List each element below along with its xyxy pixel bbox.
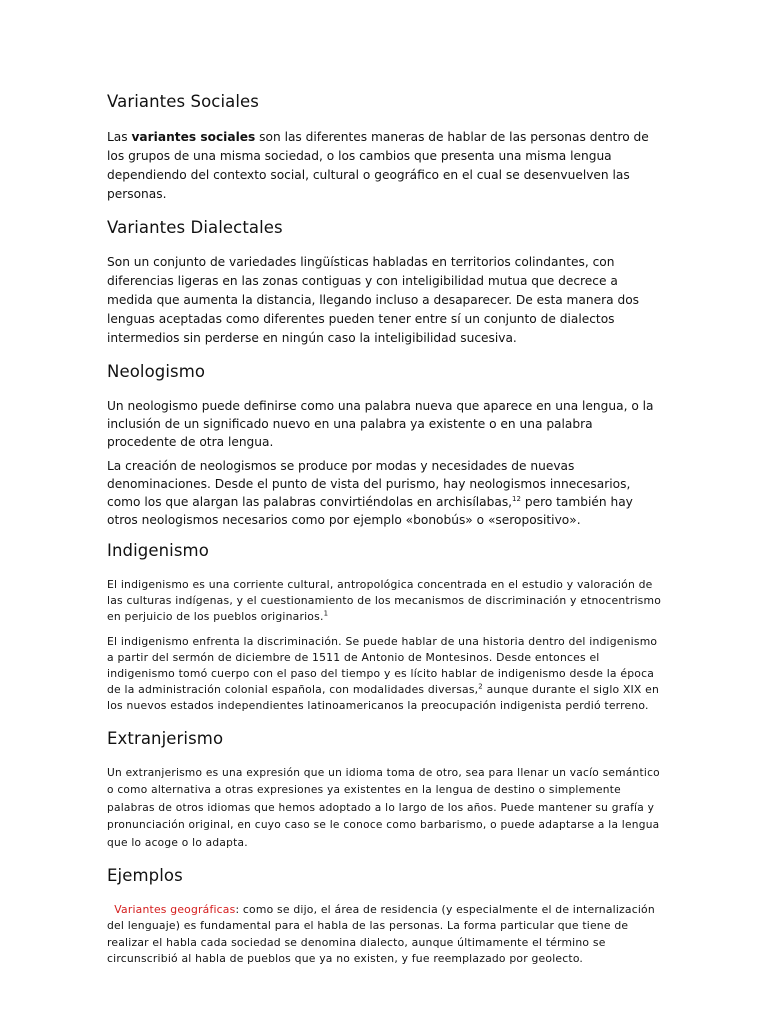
footnote-ref: 2 — [478, 682, 483, 691]
document-page — [107, 92, 662, 967]
paragraph-indigenismo-2 — [107, 634, 662, 715]
heading-ejemplos: Ejemplos — [107, 866, 183, 886]
footnote-ref: 12 — [512, 494, 521, 503]
text-run: El indigenismo enfrenta la discriminación. Se puede hablar de una historia dentro del indigenismo a partir del sermón de diciembre de 1511 de Antonio de Montesinos. Desde entonces el indigenismo tomó cuerpo con el paso del tiempo y es lícito hablar de indigenismo desde la época de la administración colonial española, con modalidades diversas, — [107, 634, 658, 697]
heading-variantes-dialectales: Variantes Dialectales — [107, 218, 283, 237]
text-run: Las — [107, 130, 132, 144]
highlight-term: Variantes geográficas — [114, 903, 236, 917]
paragraph-variantes-sociales — [107, 128, 662, 204]
text-run: El indigenismo es una corriente cultural, antropológica concentrada en el estudio y valoración de las culturas indígenas, y el cuestionamiento de los mecanismos de discriminación y etnocentrismo en perjuicio de los pueblos originarios. — [107, 578, 662, 624]
paragraph-neologismo-1: Un neologismo puede definirse como una palabra nueva que aparece en una lengua, o la inclusión de un significado nuevo en una palabra ya existente o en una palabra procedente de otra lengua. — [107, 399, 654, 449]
heading-neologismo: Neologismo — [107, 362, 206, 381]
heading-indigenismo: Indigenismo — [107, 541, 209, 560]
footnote-ref: 1 — [323, 609, 329, 618]
text-run: son las diferentes maneras de hablar de las personas dentro de los grupos de una misma sociedad, o los cambios que presenta una misma lengua dependiendo del contexto social, cultural o geográfico en el cual se desenvuelven las personas. — [107, 130, 649, 201]
paragraph-ejemplos — [107, 902, 662, 967]
paragraph-extranjerismo: Un extranjerismo es una expresión que un idioma toma de otro, sea para llenar un vacío semántico o como alternativa a otras expresiones ya existentes en la lengua de destino o simplemente palabras de otros idiomas que hemos adoptado a lo largo de los años. Puede mantener su grafía y pronunciación original, en cuyo caso se le conoce como barbarismo, o puede adaptarse a la lengua que lo acoge o lo adapta. — [107, 766, 660, 849]
heading-extranjerismo: Extranjerismo — [107, 728, 224, 748]
heading-variantes-sociales: Variantes Sociales — [107, 92, 259, 111]
text-run: pero también hay otros neologismos necesarios como por ejemplo «bonobús» o «seropositivo». — [107, 495, 633, 527]
bold-term: variantes sociales — [131, 130, 256, 144]
text-run: : como se dijo, el área de residencia (y especialmente el de internalización del lenguaje) es fundamental para el habla de las personas. La forma particular que tiene de realizar el habla cada sociedad se denomina dialecto, aunque últimamente el término se circunscribió al habla de pueblos que ya no existen, y fue reemplazado por geolecto. — [107, 903, 655, 965]
paragraph-indigenismo-1 — [107, 577, 662, 626]
paragraph-neologismo-2 — [107, 457, 662, 529]
paragraph-variantes-dialectales: Son un conjunto de variedades lingüísticas habladas en territorios colindantes, con diferencias ligeras en las zonas contiguas y con inteligibilidad mutua que decrece a medida que aumenta la distancia, llegando incluso a desaparecer. De esta manera dos lenguas aceptadas como diferentes pueden tener entre sí un conjunto de dialectos intermedios sin perderse en ningún caso la inteligibilidad sucesiva. — [107, 255, 640, 345]
text-run: La creación de neologismos se produce por modas y necesidades de nuevas denominaciones. Desde el punto de vista del purismo, hay neologismos innecesarios, como los que alargan las palabras convirtiéndolas en archisílabas, — [107, 459, 631, 509]
text-run: aunque durante el siglo XIX en los nuevos estados independientes latinoamericanos la preocupación indigenista perdió terreno. — [107, 683, 660, 713]
